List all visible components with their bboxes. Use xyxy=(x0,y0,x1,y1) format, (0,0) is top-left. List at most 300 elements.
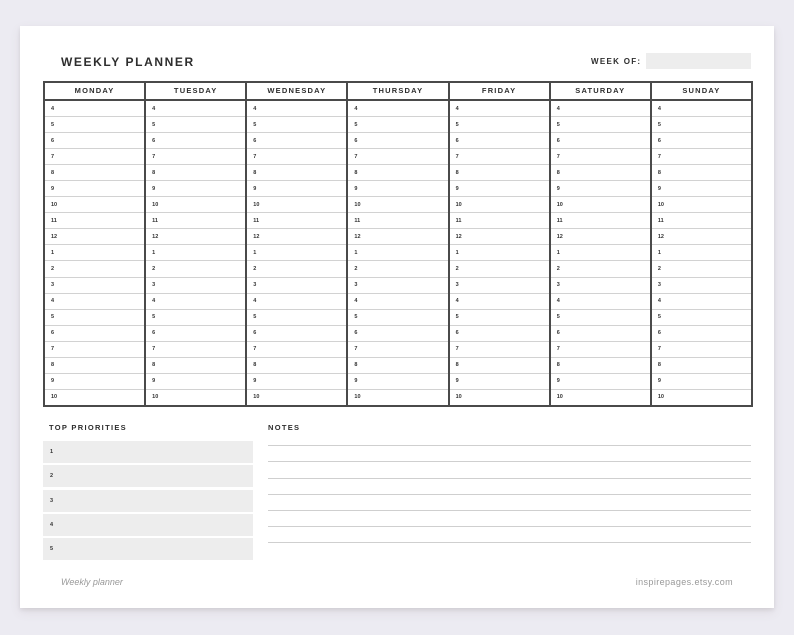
day-column-saturday xyxy=(549,83,650,405)
time-slot[interactable] xyxy=(652,228,751,244)
hour-label: 11 xyxy=(253,217,260,224)
time-slot[interactable] xyxy=(146,293,245,309)
hour-label: 8 xyxy=(556,362,560,369)
hour-label: 6 xyxy=(152,137,156,144)
note-line xyxy=(268,430,751,446)
hour-label: 5 xyxy=(253,314,257,321)
day-column-wednesday xyxy=(245,83,346,405)
hour-label: 8 xyxy=(51,362,55,369)
notes-title: NOTES xyxy=(268,423,301,432)
time-slot[interactable] xyxy=(146,180,245,196)
time-slot[interactable] xyxy=(45,196,144,212)
time-slot[interactable] xyxy=(247,389,346,405)
time-slot[interactable] xyxy=(247,277,346,293)
hour-label: 3 xyxy=(556,282,560,289)
day-header: TUESDAY xyxy=(146,83,245,101)
hour-label: 5 xyxy=(556,121,560,128)
time-slot[interactable] xyxy=(45,357,144,373)
priority-item[interactable] xyxy=(43,441,253,463)
time-slot[interactable] xyxy=(450,116,549,132)
time-slot[interactable] xyxy=(348,341,447,357)
hour-label: 10 xyxy=(253,201,260,208)
hour-label: 1 xyxy=(657,249,661,256)
time-slot[interactable] xyxy=(146,357,245,373)
time-slot[interactable] xyxy=(247,116,346,132)
hour-label: 4 xyxy=(657,105,661,112)
hour-label: 4 xyxy=(556,105,560,112)
time-slot[interactable] xyxy=(348,180,447,196)
time-slot[interactable] xyxy=(146,341,245,357)
time-slot[interactable] xyxy=(247,341,346,357)
priority-number: 1 xyxy=(50,449,54,455)
time-slot[interactable] xyxy=(348,325,447,341)
time-slot[interactable] xyxy=(450,196,549,212)
time-slot[interactable] xyxy=(45,325,144,341)
hour-label: 6 xyxy=(455,330,459,337)
time-slot[interactable] xyxy=(450,325,549,341)
hour-label: 1 xyxy=(253,249,257,256)
time-slot[interactable] xyxy=(551,309,650,325)
hour-label: 6 xyxy=(455,137,459,144)
time-slot[interactable] xyxy=(45,244,144,260)
hour-label: 9 xyxy=(152,378,156,385)
time-slot[interactable] xyxy=(348,244,447,260)
hour-label: 9 xyxy=(556,185,560,192)
hour-label: 9 xyxy=(51,185,55,192)
hour-label: 10 xyxy=(253,394,260,401)
time-slot[interactable] xyxy=(450,293,549,309)
day-column-thursday xyxy=(346,83,447,405)
page-title: WEEKLY PLANNER xyxy=(61,55,195,69)
time-slot[interactable] xyxy=(45,373,144,389)
hour-label: 7 xyxy=(354,346,358,353)
time-slot[interactable] xyxy=(652,260,751,276)
hour-label: 11 xyxy=(152,217,158,224)
day-header: SUNDAY xyxy=(652,83,751,101)
hour-label: 1 xyxy=(455,249,459,256)
hour-label: 6 xyxy=(51,330,55,337)
time-slot[interactable] xyxy=(450,148,549,164)
time-slot[interactable] xyxy=(450,389,549,405)
time-slot[interactable] xyxy=(247,293,346,309)
hour-label: 7 xyxy=(51,153,55,160)
time-slot[interactable] xyxy=(45,389,144,405)
hour-label: 2 xyxy=(51,265,55,272)
note-line xyxy=(268,479,751,495)
hour-label: 5 xyxy=(51,121,55,128)
hour-label: 4 xyxy=(152,105,156,112)
hour-label: 9 xyxy=(253,378,257,385)
hour-label: 3 xyxy=(455,282,459,289)
note-line xyxy=(268,527,751,543)
hour-label: 6 xyxy=(152,330,156,337)
hour-label: 8 xyxy=(354,362,358,369)
hour-label: 4 xyxy=(152,298,156,305)
time-slot[interactable] xyxy=(247,196,346,212)
time-slot[interactable] xyxy=(348,212,447,228)
time-slot[interactable] xyxy=(45,309,144,325)
time-slot[interactable] xyxy=(146,132,245,148)
hour-label: 8 xyxy=(152,169,156,176)
hour-label: 3 xyxy=(253,282,257,289)
time-slot[interactable] xyxy=(348,196,447,212)
time-slot[interactable] xyxy=(247,373,346,389)
day-column-sunday xyxy=(650,83,751,405)
time-slot[interactable] xyxy=(247,228,346,244)
hour-label: 10 xyxy=(657,201,664,208)
time-slot[interactable] xyxy=(45,228,144,244)
hour-label: 2 xyxy=(657,265,661,272)
hour-label: 5 xyxy=(455,121,459,128)
time-slot[interactable] xyxy=(247,164,346,180)
hour-label: 12 xyxy=(51,233,58,240)
notes-area[interactable] xyxy=(268,430,751,543)
hour-label: 9 xyxy=(354,378,358,385)
time-slot[interactable] xyxy=(45,277,144,293)
hour-label: 9 xyxy=(657,378,661,385)
day-header: SATURDAY xyxy=(551,83,650,101)
hour-label: 5 xyxy=(253,121,257,128)
hour-label: 3 xyxy=(51,282,55,289)
hour-label: 7 xyxy=(455,153,459,160)
time-slot[interactable] xyxy=(348,389,447,405)
time-slot[interactable] xyxy=(652,389,751,405)
note-line xyxy=(268,495,751,511)
time-slot[interactable] xyxy=(652,196,751,212)
hour-label: 12 xyxy=(657,233,664,240)
time-slot[interactable] xyxy=(146,212,245,228)
hour-label: 4 xyxy=(253,298,257,305)
time-slot[interactable] xyxy=(146,196,245,212)
hour-label: 9 xyxy=(51,378,55,385)
hour-label: 2 xyxy=(455,265,459,272)
hour-label: 9 xyxy=(253,185,257,192)
hour-label: 9 xyxy=(556,378,560,385)
time-slot[interactable] xyxy=(146,164,245,180)
hour-label: 4 xyxy=(354,105,358,112)
time-slot[interactable] xyxy=(146,309,245,325)
hour-label: 10 xyxy=(152,201,159,208)
hour-label: 12 xyxy=(455,233,462,240)
time-slot[interactable] xyxy=(551,293,650,309)
time-slot[interactable] xyxy=(247,244,346,260)
hour-label: 8 xyxy=(455,362,459,369)
priority-number: 4 xyxy=(50,521,54,528)
time-slot[interactable] xyxy=(652,244,751,260)
hour-label: 5 xyxy=(152,314,156,321)
hour-label: 10 xyxy=(354,394,361,401)
priority-number: 2 xyxy=(50,473,54,480)
time-slot[interactable] xyxy=(652,212,751,228)
time-slot[interactable] xyxy=(45,293,144,309)
time-slot[interactable] xyxy=(551,196,650,212)
hour-label: 7 xyxy=(455,346,459,353)
hour-label: 2 xyxy=(556,265,560,272)
time-slot[interactable] xyxy=(652,357,751,373)
time-slot[interactable] xyxy=(551,341,650,357)
hour-label: 4 xyxy=(455,298,459,305)
time-slot[interactable] xyxy=(348,148,447,164)
hour-label: 12 xyxy=(556,233,563,240)
time-slot[interactable] xyxy=(652,293,751,309)
time-slot[interactable] xyxy=(146,260,245,276)
hour-label: 7 xyxy=(556,346,560,353)
hour-label: 1 xyxy=(354,249,358,256)
priority-number: 3 xyxy=(50,497,54,504)
hour-label: 9 xyxy=(455,185,459,192)
time-slot[interactable] xyxy=(247,309,346,325)
footer-caption: Weekly planner xyxy=(61,577,123,587)
note-line xyxy=(268,446,751,462)
priority-item[interactable] xyxy=(43,490,253,512)
time-slot[interactable] xyxy=(551,325,650,341)
hour-label: 4 xyxy=(51,298,55,305)
time-slot[interactable] xyxy=(652,277,751,293)
hour-label: 9 xyxy=(354,185,358,192)
hour-label: 3 xyxy=(657,282,661,289)
weekly-grid xyxy=(43,81,753,407)
hour-label: 1 xyxy=(51,249,55,256)
time-slot[interactable] xyxy=(551,148,650,164)
hour-label: 8 xyxy=(51,169,55,176)
time-slot[interactable] xyxy=(551,101,650,116)
time-slot[interactable] xyxy=(450,277,549,293)
time-slot[interactable] xyxy=(146,101,245,116)
hour-label: 6 xyxy=(253,137,257,144)
hour-label: 11 xyxy=(556,217,563,224)
time-slot[interactable] xyxy=(45,180,144,196)
hour-label: 7 xyxy=(253,346,257,353)
hour-label: 12 xyxy=(152,233,159,240)
time-slot[interactable] xyxy=(450,373,549,389)
hour-label: 2 xyxy=(354,265,358,272)
hour-label: 12 xyxy=(253,233,260,240)
time-slot[interactable] xyxy=(348,132,447,148)
top-priorities-list xyxy=(43,441,253,562)
hour-label: 5 xyxy=(51,314,55,321)
week-of-label: WEEK OF: xyxy=(591,57,642,66)
time-slot[interactable] xyxy=(247,180,346,196)
hour-label: 12 xyxy=(354,233,361,240)
time-slot[interactable] xyxy=(348,309,447,325)
time-slot[interactable] xyxy=(146,228,245,244)
day-column-friday xyxy=(448,83,549,405)
time-slot[interactable] xyxy=(348,260,447,276)
time-slot[interactable] xyxy=(551,180,650,196)
time-slot[interactable] xyxy=(652,180,751,196)
note-line xyxy=(268,511,751,527)
hour-label: 7 xyxy=(152,346,156,353)
hour-label: 10 xyxy=(152,394,159,401)
hour-label: 1 xyxy=(556,249,560,256)
time-slot[interactable] xyxy=(450,341,549,357)
time-slot[interactable] xyxy=(450,309,549,325)
hour-label: 7 xyxy=(253,153,257,160)
time-slot[interactable] xyxy=(348,116,447,132)
hour-label: 8 xyxy=(657,362,661,369)
time-slot[interactable] xyxy=(450,212,549,228)
hour-label: 3 xyxy=(354,282,358,289)
time-slot[interactable] xyxy=(652,309,751,325)
hour-label: 8 xyxy=(455,169,459,176)
hour-label: 5 xyxy=(354,314,358,321)
time-slot[interactable] xyxy=(652,325,751,341)
time-slot[interactable] xyxy=(551,373,650,389)
hour-label: 7 xyxy=(556,153,560,160)
hour-label: 8 xyxy=(556,169,560,176)
day-column-tuesday xyxy=(144,83,245,405)
hour-label: 4 xyxy=(455,105,459,112)
planner-sheet xyxy=(20,26,774,608)
hour-label: 9 xyxy=(455,378,459,385)
hour-label: 7 xyxy=(657,153,661,160)
time-slot[interactable] xyxy=(348,164,447,180)
hour-label: 11 xyxy=(657,217,664,224)
day-header: MONDAY xyxy=(45,83,144,101)
hour-label: 5 xyxy=(354,121,358,128)
hour-label: 6 xyxy=(253,330,257,337)
time-slot[interactable] xyxy=(652,164,751,180)
time-slot[interactable] xyxy=(348,357,447,373)
hour-label: 6 xyxy=(354,330,358,337)
hour-label: 10 xyxy=(354,201,361,208)
hour-label: 5 xyxy=(657,314,661,321)
time-slot[interactable] xyxy=(348,277,447,293)
time-slot[interactable] xyxy=(146,389,245,405)
hour-label: 9 xyxy=(152,185,156,192)
time-slot[interactable] xyxy=(652,373,751,389)
hour-label: 7 xyxy=(657,346,661,353)
day-header: FRIDAY xyxy=(450,83,549,101)
hour-label: 9 xyxy=(657,185,661,192)
time-slot[interactable] xyxy=(45,116,144,132)
priority-item[interactable] xyxy=(43,538,253,560)
hour-label: 6 xyxy=(657,330,661,337)
time-slot[interactable] xyxy=(146,148,245,164)
time-slot[interactable] xyxy=(450,101,549,116)
time-slot[interactable] xyxy=(450,132,549,148)
time-slot[interactable] xyxy=(551,116,650,132)
time-slot[interactable] xyxy=(146,277,245,293)
time-slot[interactable] xyxy=(551,357,650,373)
time-slot[interactable] xyxy=(450,228,549,244)
top-priorities-title: TOP PRIORITIES xyxy=(49,423,127,432)
time-slot[interactable] xyxy=(45,212,144,228)
hour-label: 4 xyxy=(253,105,257,112)
hour-label: 11 xyxy=(51,217,57,224)
hour-label: 8 xyxy=(253,169,257,176)
note-line xyxy=(268,462,751,478)
time-slot[interactable] xyxy=(551,389,650,405)
hour-label: 2 xyxy=(253,265,257,272)
hour-label: 3 xyxy=(152,282,156,289)
time-slot[interactable] xyxy=(247,148,346,164)
hour-label: 10 xyxy=(556,394,563,401)
time-slot[interactable] xyxy=(450,164,549,180)
hour-label: 5 xyxy=(657,121,661,128)
hour-label: 7 xyxy=(51,346,55,353)
time-slot[interactable] xyxy=(247,101,346,116)
time-slot[interactable] xyxy=(551,164,650,180)
hour-label: 11 xyxy=(354,217,361,224)
time-slot[interactable] xyxy=(551,244,650,260)
time-slot[interactable] xyxy=(247,260,346,276)
priority-item[interactable] xyxy=(43,465,253,487)
hour-label: 4 xyxy=(657,298,661,305)
hour-label: 4 xyxy=(556,298,560,305)
time-slot[interactable] xyxy=(348,101,447,116)
time-slot[interactable] xyxy=(652,148,751,164)
time-slot[interactable] xyxy=(146,244,245,260)
time-slot[interactable] xyxy=(45,164,144,180)
time-slot[interactable] xyxy=(45,132,144,148)
hour-label: 10 xyxy=(51,394,58,401)
time-slot[interactable] xyxy=(348,373,447,389)
time-slot[interactable] xyxy=(450,260,549,276)
time-slot[interactable] xyxy=(247,132,346,148)
footer-shop-link: inspirepages.etsy.com xyxy=(635,577,733,587)
time-slot[interactable] xyxy=(146,116,245,132)
hour-label: 6 xyxy=(354,137,358,144)
hour-label: 8 xyxy=(657,169,661,176)
hour-label: 10 xyxy=(51,201,58,208)
hour-label: 8 xyxy=(152,362,156,369)
time-slot[interactable] xyxy=(348,228,447,244)
hour-label: 8 xyxy=(253,362,257,369)
week-of-field[interactable] xyxy=(646,53,751,69)
time-slot[interactable] xyxy=(652,101,751,116)
hour-label: 5 xyxy=(152,121,156,128)
time-slot[interactable] xyxy=(551,212,650,228)
time-slot[interactable] xyxy=(551,277,650,293)
time-slot[interactable] xyxy=(45,341,144,357)
time-slot[interactable] xyxy=(45,101,144,116)
time-slot[interactable] xyxy=(450,180,549,196)
hour-label: 10 xyxy=(455,394,462,401)
time-slot[interactable] xyxy=(652,132,751,148)
priority-item[interactable] xyxy=(43,514,253,536)
time-slot[interactable] xyxy=(45,260,144,276)
time-slot[interactable] xyxy=(247,212,346,228)
priority-number: 5 xyxy=(50,546,54,553)
time-slot[interactable] xyxy=(247,357,346,373)
time-slot[interactable] xyxy=(652,341,751,357)
hour-label: 5 xyxy=(556,314,560,321)
time-slot[interactable] xyxy=(348,293,447,309)
hour-label: 4 xyxy=(354,298,358,305)
time-slot[interactable] xyxy=(247,325,346,341)
time-slot[interactable] xyxy=(450,357,549,373)
day-column-monday xyxy=(45,83,144,405)
hour-label: 6 xyxy=(657,137,661,144)
time-slot[interactable] xyxy=(45,148,144,164)
hour-label: 8 xyxy=(354,169,358,176)
time-slot[interactable] xyxy=(551,260,650,276)
hour-label: 1 xyxy=(152,249,156,256)
time-slot[interactable] xyxy=(551,228,650,244)
time-slot[interactable] xyxy=(652,116,751,132)
hour-label: 10 xyxy=(455,201,462,208)
hour-label: 10 xyxy=(657,394,664,401)
time-slot[interactable] xyxy=(146,373,245,389)
time-slot[interactable] xyxy=(146,325,245,341)
day-header: WEDNESDAY xyxy=(247,83,346,101)
hour-label: 4 xyxy=(51,105,55,112)
hour-label: 7 xyxy=(152,153,156,160)
time-slot[interactable] xyxy=(551,132,650,148)
hour-label: 10 xyxy=(556,201,563,208)
time-slot[interactable] xyxy=(450,244,549,260)
